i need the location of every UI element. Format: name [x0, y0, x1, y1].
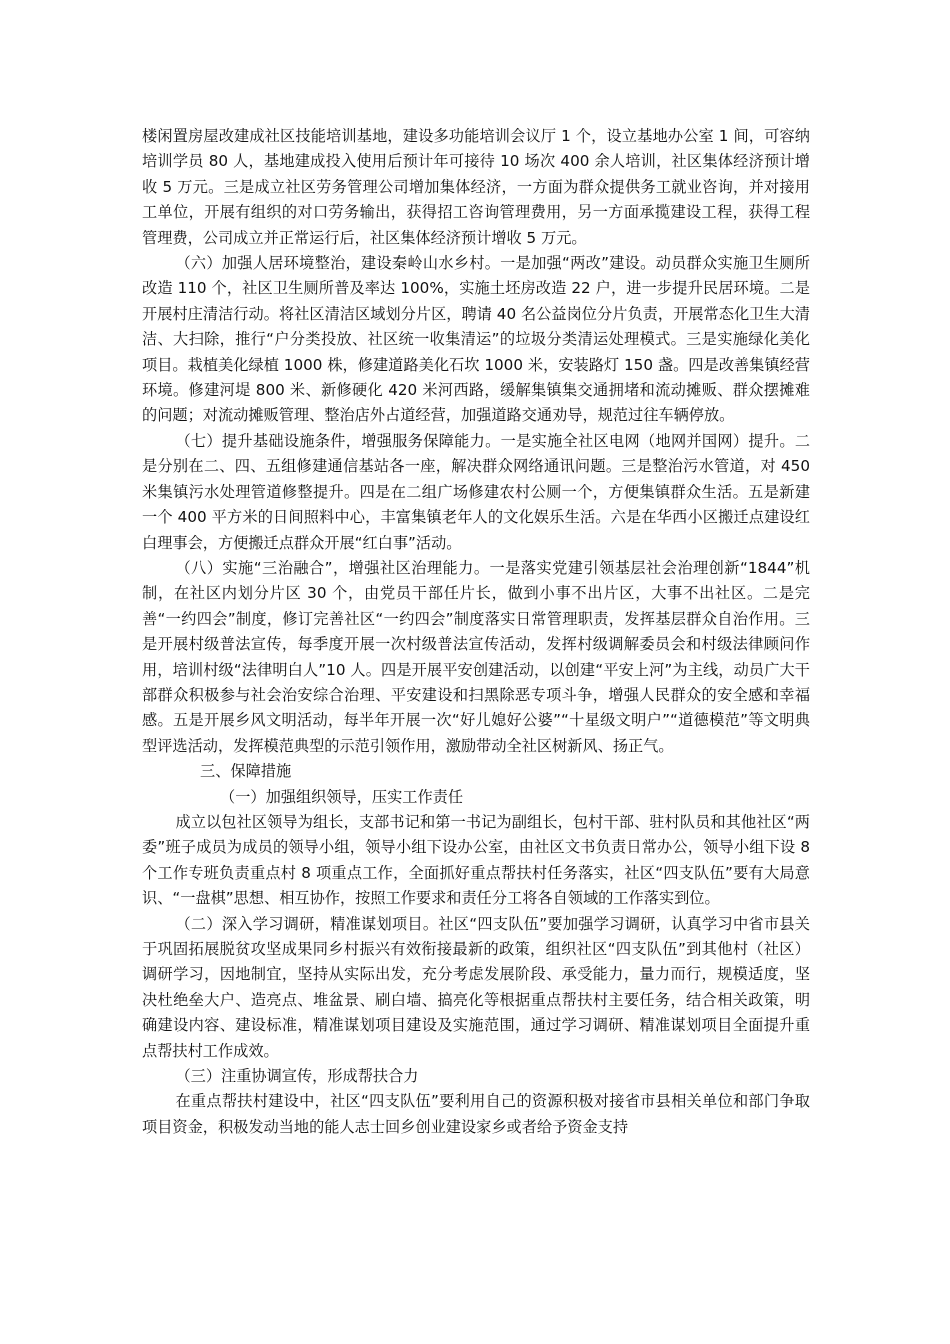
paragraph-section-8: （八）实施“三治融合”，增强社区治理能力。一是落实党建引领基层社会治理创新“1844”机制，在社区内划分片区 30 个，由党员干部任片长，做到小事不出片区，大事不出社区。二是完善“一约四会”制度，修订完善社区“一约四会”制度落实日常管理职责，发挥基层群众自治作用。三是开展村级普法宣传，每季度开展一次村级普法宣传活动，发挥村级调解委员会和村级法律顾问作用，培训村级“法律明白人”10 人。四是开展平安创建活动，以创建“平安上河”为主线，动员广大干部群众积极参与社会治安综合治理、平安建设和扫黑除恶专项斗争，增强人民群众的安全感和幸福感。五是开展乡风文明活动，每半年开展一次“好儿媳好公婆”“十星级文明户”“道德模范”等文明典型评选活动，发挥模范典型的示范引领作用，激励带动全社区树新风、扬正气。 — [142, 558, 810, 755]
paragraph-coordination: 在重点帮扶村建设中，社区“四支队伍”要利用自己的资源积极对接省市县相关单位和部门争取项目资金，积极发动当地的能人志士回乡创业建设家乡或者给予资金支持 — [142, 1092, 810, 1136]
paragraph-section-7: （七）提升基础设施条件，增强服务保障能力。一是实施全社区电网（地网并国网）提升。二是分别在二、四、五组修建通信基站各一座，解决群众网络通讯问题。三是整治污水管道，对 450 米集镇污水处理管道修整提升。四是在二组广场修建农村公厕一个，方便集镇群众生活。五是新建一个 400 平方米的日间照料中心，丰富集镇老年人的文化娱乐生活。六是在华西小区搬迁点建设红白理事会，方便搬迁点群众开展“红白事”活动。 — [142, 431, 810, 552]
subheading-coordination: （三）注重协调宣传，形成帮扶合力 — [175, 1067, 419, 1086]
heading-safeguards: 三、保障措施 — [200, 762, 292, 781]
paragraph-research: （二）深入学习调研，精准谋划项目。社区“四支队伍”要加强学习调研，认真学习中省市县关于巩固拓展脱贫攻坚成果同乡村振兴有效衔接最新的政策，组织社区“四支队伍”到其他村（社区）调研学习，因地制宜，坚持从实际出发，充分考虑发展阶段、承受能力，量力而行，规模适度，坚决杜绝垒大户、造亮点、堆盆景、刷白墙、搞亮化等根据重点帮扶村主要任务，结合相关政策，明确建设内容、建设标准，精准谋划项目建设及实施范围，通过学习调研、精准谋划项目全面提升重点帮扶村工作成效。 — [142, 914, 810, 1060]
paragraph-organization: 成立以包社区领导为组长，支部书记和第一书记为副组长，包村干部、驻村队员和其他社区“两委”班子成员为成员的领导小组，领导小组下设办公室，由社区文书负责日常办公，领导小组下设 8 个工作专班负责重点村 8 项重点工作，全面抓好重点帮扶村任务落实，社区“四支队伍”要有大局意识、“一盘棋”思想、相互协作，按照工作要求和责任分工将各自领域的工作落实到位。 — [142, 812, 810, 908]
subheading-organization: （一）加强组织领导，压实工作责任 — [220, 787, 463, 806]
paragraph-section-6: （六）加强人居环境整治，建设秦岭山水乡村。一是加强“两改”建设。动员群众实施卫生厕所改造 110 个，社区卫生厕所普及率达 100%，实施土坯房改造 22 户，进一步提升民居环境。二是开展村庄清洁行动。将社区清洁区域划分片区，聘请 40 名公益岗位分片负责，开展常态化卫生大清洁、大扫除，推行“户分类投放、社区统一收集清运”的垃圾分类清运处理模式。三是实施绿化美化项目。栽植美化绿植 1000 株，修建道路美化石坎 1000 米，安装路灯 150 盏。四是改善集镇经营环境。修建河堤 800 米、新修硬化 420 米河西路，缓解集镇集交通拥堵和流动摊贩、群众摆摊难的问题；对流动摊贩管理、整治店外占道经营，加强道路交通劝导，规范过往车辆停放。 — [142, 254, 810, 425]
document-body — [142, 124, 810, 1140]
paragraph-continuation: 楼闲置房屋改建成社区技能培训基地，建设多功能培训会议厅 1 个，设立基地办公室 1 间，可容纳培训学员 80 人，基地建成投入使用后预计年可接待 10 场次 400 余人培训，社区集体经济预计增收 5 万元。三是成立社区劳务管理公司增加集体经济，一方面为群众提供务工就业咨询，并对接用工单位，开展有组织的对口劳务输出，获得招工咨询管理费用，另一方面承揽建设工程，获得工程管理费，公司成立并正常运行后，社区集体经济预计增收 5 万元。 — [142, 127, 810, 247]
